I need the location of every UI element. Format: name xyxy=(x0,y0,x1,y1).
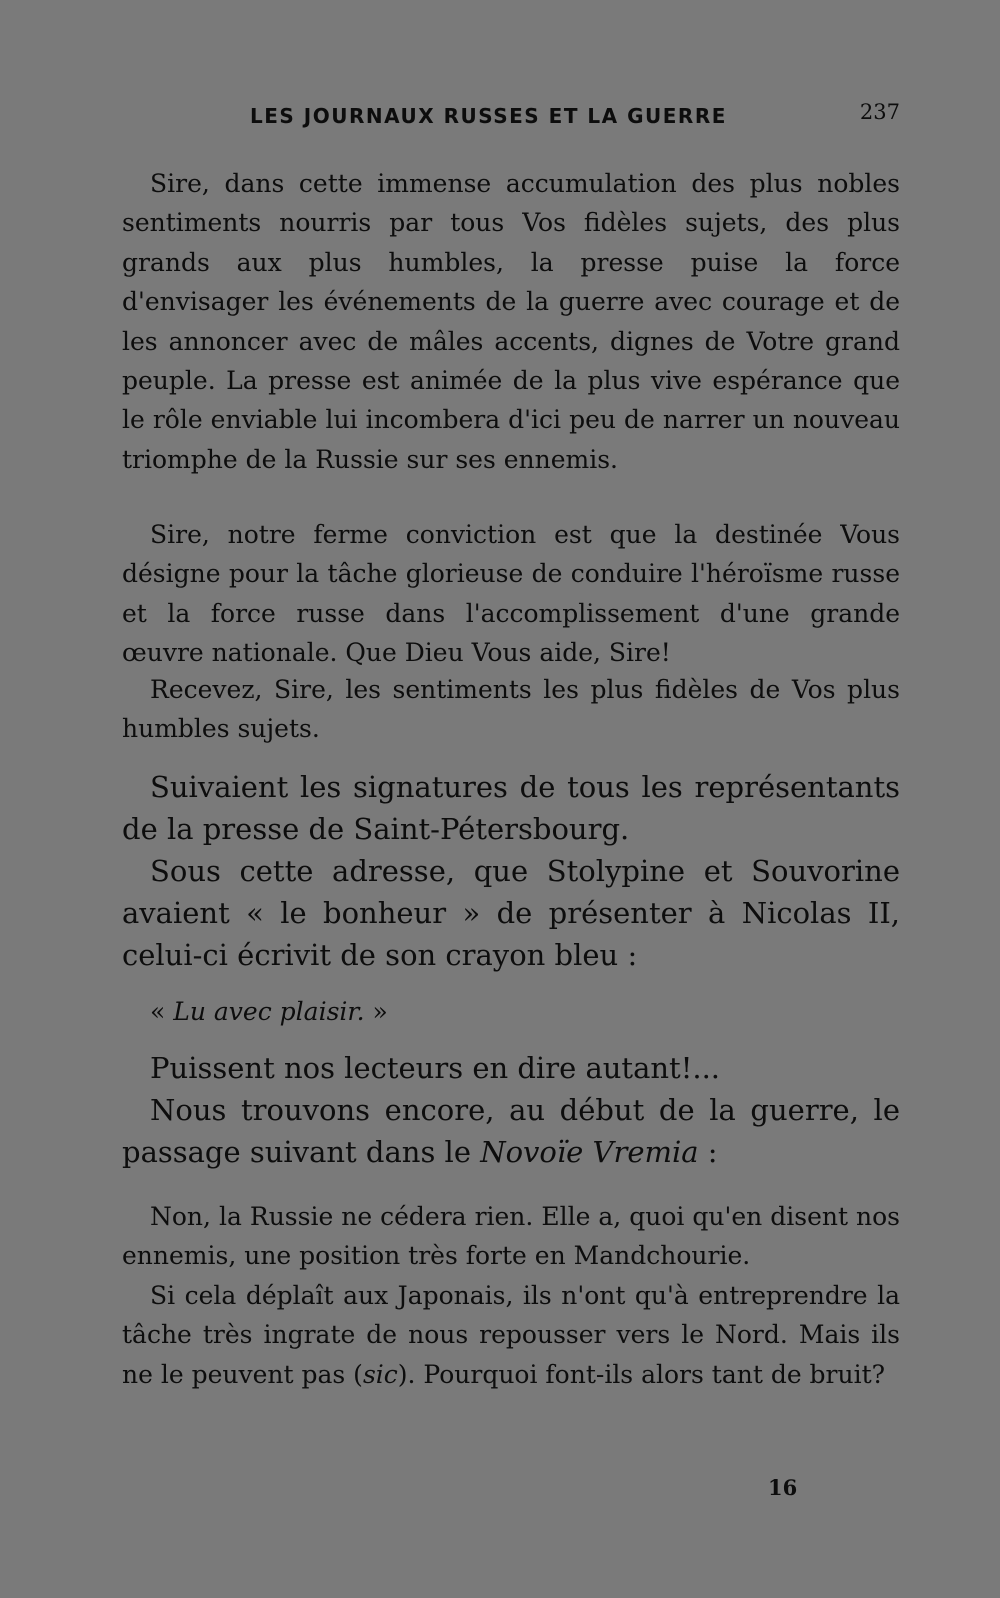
address-paragraph-1: Sire, dans cette immense accumulation des plus nobles sentiments nourris par tous Vos fidèles sujets, des plus grands aux plus humbles, la presse puise la force d'envisager les événements de la guerre avec courage et de les annoncer avec de mâles accents, dignes de Votre grand peuple. La presse est animée de la plus vive espérance que le rôle enviable lui incombera d'ici peu de narrer un nouveau triomphe de la Russie sur ses ennemis. xyxy=(122,169,900,474)
tsar-note-close-quote: » xyxy=(364,997,388,1026)
newspaper-quote-paragraph-1: Non, la Russie ne cédera rien. Elle a, quoi qu'en disent nos ennemis, une position très forte en Mandchourie. xyxy=(122,1202,900,1271)
address-paragraph-2: Sire, notre ferme conviction est que la destinée Vous désigne pour la tâche glorieuse de conduire l'héroïsme russe et la force russe dans l'accomplissement d'une grande œuvre nationale. Que Dieu Vous aide, Sire! xyxy=(122,520,900,668)
narrative-4-tail: : xyxy=(698,1135,718,1169)
tsar-note-text: Lu avec plaisir. xyxy=(173,997,365,1026)
newspaper-title: Novoïe Vremia xyxy=(480,1135,699,1169)
narrative-paragraph-4 xyxy=(122,1089,900,1173)
newspaper-quote-paragraph-2 xyxy=(122,1276,900,1394)
address-paragraph-3: Recevez, Sire, les sentiments les plus fidèles de Vos plus humbles sujets. xyxy=(122,675,900,744)
sic-mark: sic xyxy=(362,1359,398,1389)
quote-2-tail: ). Pourquoi font-ils alors tant de bruit? xyxy=(397,1359,886,1389)
narrative-paragraph-1: Suivaient les signatures de tous les représentants de la presse de Saint-Pétersbourg. xyxy=(122,770,900,846)
printer-signature-mark: 16 xyxy=(768,1475,798,1500)
page-number: 237 xyxy=(859,100,900,124)
tsar-note xyxy=(122,992,900,1031)
narrative-4-lead: Nous trouvons encore, au début de la guerre, le passage suivant dans le xyxy=(122,1093,900,1169)
running-head: LES JOURNAUX RUSSES ET LA GUERRE xyxy=(250,104,727,128)
page-header xyxy=(122,100,900,134)
narrative-paragraph-2: Sous cette adresse, que Stolypine et Souvorine avaient « le bonheur » de présenter à Nicolas II, celui-ci écrivit de son crayon bleu : xyxy=(122,854,900,972)
narrative-paragraph-3: Puissent nos lecteurs en dire autant!... xyxy=(150,1051,721,1085)
quote-2-lead: Si cela déplaît aux Japonais, ils n'ont qu'à entreprendre la tâche très ingrate de nous repousser vers le Nord. Mais ils ne le peuvent pas ( xyxy=(122,1281,900,1389)
tsar-note-open-quote: « xyxy=(150,997,174,1026)
